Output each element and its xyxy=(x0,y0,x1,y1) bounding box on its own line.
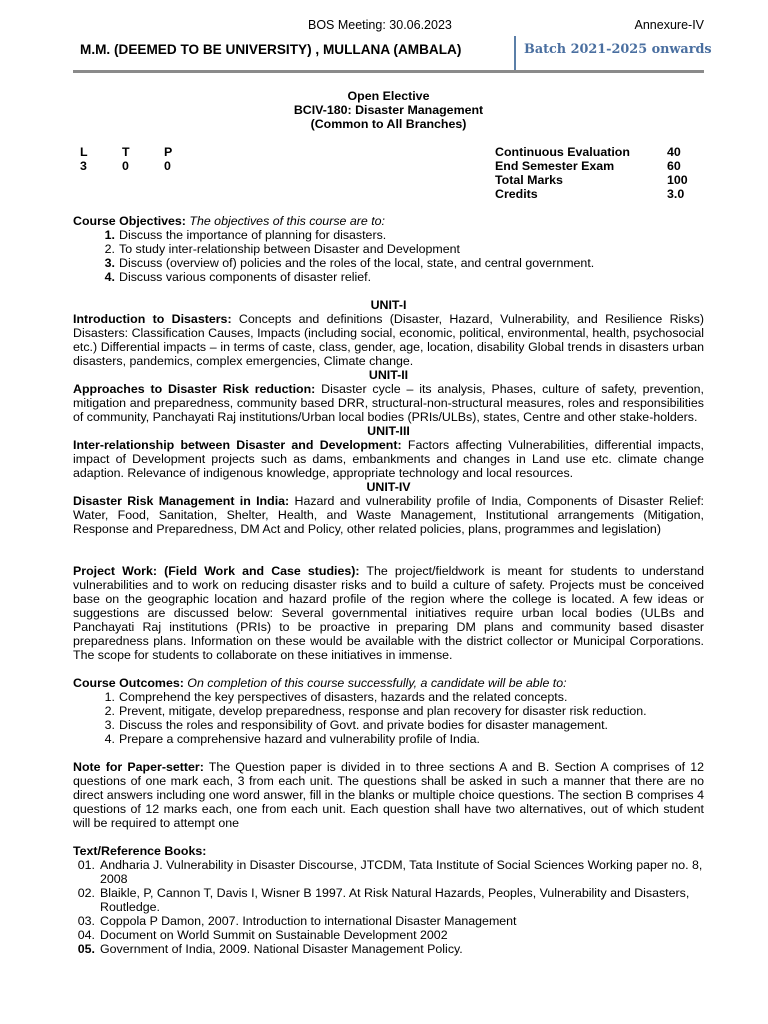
evaluation-row xyxy=(495,159,715,173)
course-outcomes xyxy=(73,676,704,746)
list-number: 4. xyxy=(104,270,115,284)
list-item xyxy=(73,704,704,718)
reference-books xyxy=(73,844,704,956)
unit-heading: Disaster Risk Management in India: xyxy=(73,494,290,508)
ltp-value-l: 3 xyxy=(80,159,87,173)
list-text: Discuss (overview of) policies and the roles of the local, state, and central government. xyxy=(119,256,595,270)
list-number: 01. xyxy=(77,858,95,872)
evaluation-row xyxy=(495,145,715,159)
evaluation-table xyxy=(495,145,715,201)
unit-content xyxy=(73,382,704,424)
list-number: 05. xyxy=(77,942,95,956)
project-heading: Project Work: (Field Work and Case studies): xyxy=(73,564,360,578)
note-text: The Question paper is divided in to three sections A and B. Section A comprises of 12 questions of one mark each, 3 from each unit. The questions shall be asked in such a manner that there are no direct answers including one word answer, fill in the blanks or multiple choice questions. The section B comprises 4 questions of 12 marks each, one from each unit. Each question shall have two alternatives, out of which student will be required to attempt one xyxy=(73,760,704,830)
unit-content xyxy=(73,438,704,480)
outcomes-list xyxy=(73,690,704,746)
ltp-header-p: P xyxy=(164,145,173,159)
list-text: To study inter-relationship between Disaster and Development xyxy=(119,242,460,256)
unit-heading: Approaches to Disaster Risk reduction: xyxy=(73,382,316,396)
unit-heading: Inter-relationship between Disaster and Development: xyxy=(73,438,402,452)
evaluation-row xyxy=(495,187,715,201)
list-text: Andharia J. Vulnerability in Disaster Discourse, JTCDM, Tata Institute of Social Sciences Working paper no. 8, 2008 xyxy=(100,858,703,886)
list-number: 2. xyxy=(104,704,115,718)
list-text: Document on World Summit on Sustainable Development 2002 xyxy=(100,928,448,942)
evaluation-label: End Semester Exam xyxy=(495,159,615,173)
list-item xyxy=(73,732,704,746)
evaluation-value: 40 xyxy=(667,145,681,159)
header-rule xyxy=(73,70,704,73)
unit-text: Hazard and vulnerability profile of India, Components of Disaster Relief: Water, Food, Sanitation, Shelter, Health, and Waste Management, Institutional arrangements (Mitigation, Response and Preparedness, DM Act and Policy, other related policies, plans, programmes and legislation) xyxy=(73,494,704,536)
list-text: Comprehend the key perspectives of disasters, hazards and the related concepts. xyxy=(119,690,568,704)
course-type: Open Elective xyxy=(347,89,430,103)
list-number: 1. xyxy=(104,690,115,704)
list-item xyxy=(73,242,704,256)
list-item xyxy=(73,256,704,270)
list-number: 03. xyxy=(77,914,95,928)
header-divider xyxy=(514,36,516,71)
list-number: 02. xyxy=(77,886,95,900)
objectives-intro: The objectives of this course are to: xyxy=(185,214,385,228)
annexure-label: Annexure-IV xyxy=(634,18,704,32)
objectives-heading-line xyxy=(73,214,704,228)
unit-content xyxy=(73,494,704,536)
unit-text: Disaster cycle – its analysis, Phases, culture of safety, prevention, mitigation and preparedness, community based DRR, structural-non-structural measures, roles and responsibilities of community, Panchayati Raj institutions/Urban local bodies (PRIs/ULBs), states, Centre and other stake-holders. xyxy=(73,382,704,424)
list-item xyxy=(73,718,704,732)
ltp-header-t: T xyxy=(122,145,130,159)
ltp-header-l: L xyxy=(80,145,88,159)
books-list xyxy=(73,858,704,956)
course-scope: (Common to All Branches) xyxy=(310,117,467,131)
evaluation-label: Credits xyxy=(495,187,538,201)
course-code-title: BCIV-180: Disaster Management xyxy=(293,103,484,117)
list-item xyxy=(73,914,704,928)
ltp-value-t: 0 xyxy=(122,159,129,173)
list-item xyxy=(73,270,704,284)
evaluation-value: 3.0 xyxy=(667,187,685,201)
ltp-value-p: 0 xyxy=(164,159,171,173)
list-text: Discuss the importance of planning for disasters. xyxy=(119,228,387,242)
list-text: Discuss various components of disaster relief. xyxy=(119,270,372,284)
unit-title: UNIT-III xyxy=(367,424,410,438)
unit-content xyxy=(73,312,704,368)
unit-text: Factors affecting Vulnerabilities, differential impacts, impact of Development projects such as dams, embankments and changes in Land use etc. climate change adaption. Relevance of indigenous knowledge, appropriate technology and local resources. xyxy=(73,438,704,480)
list-item xyxy=(73,942,704,956)
list-text: Government of India, 2009. National Disaster Management Policy. xyxy=(100,942,463,956)
meeting-date: BOS Meeting: 30.06.2023 xyxy=(308,18,452,32)
syllabus-units xyxy=(73,298,704,536)
list-number: 3. xyxy=(104,718,115,732)
unit-heading: Introduction to Disasters: xyxy=(73,312,232,326)
evaluation-row xyxy=(495,173,715,187)
list-number: 2. xyxy=(104,242,115,256)
list-text: Discuss the roles and responsibility of Govt. and private bodies for disaster management. xyxy=(119,718,608,732)
list-number: 3. xyxy=(104,256,115,270)
evaluation-label: Continuous Evaluation xyxy=(495,145,630,159)
list-number: 4. xyxy=(104,732,115,746)
list-item xyxy=(73,886,704,914)
list-text: Prepare a comprehensive hazard and vulnerability profile of India. xyxy=(119,732,480,746)
project-text: The project/fieldwork is meant for students to understand vulnerabilities and to work on reducing disaster risks and to build a culture of safety. Projects must be conceived base on the geographic location and hazard profile of the region where the college is located. A few ideas or suggestions are discussed below: Several governmental initiatives require urban local bodies (ULBs and Panchayati Raj institutions (PRIs) to be proactive in preparing DM plans and community based disaster preparedness plans. Information on these would be available with the district collector or Municipal Corporations. The scope for students to collaborate on these initiatives in immense. xyxy=(73,564,704,662)
list-text: Blaikle, P, Cannon T, Davis I, Wisner B 1997. At Risk Natural Hazards, Peoples, Vulnerability and Disasters, Routledge. xyxy=(100,886,690,914)
paper-setter-note xyxy=(73,760,704,830)
objectives-list xyxy=(73,228,704,284)
course-title-block xyxy=(73,89,704,131)
list-text: Prevent, mitigate, develop preparedness, response and plan recovery for disaster risk reduction. xyxy=(119,704,647,718)
outcomes-intro: On completion of this course successfully, a candidate will be able to: xyxy=(183,676,567,690)
unit-text: Concepts and definitions (Disaster, Hazard, Vulnerability, and Resilience Risks) Disasters: Classification Causes, Impacts (including social, economic, political, environmental, health, psychosocial etc.) Differential impacts – in terms of caste, class, gender, age, location, disability Global trends in disasters urban disasters, pandemics, complex emergencies, Climate change. xyxy=(73,312,704,368)
list-text: Coppola P Damon, 2007. Introduction to international Disaster Management xyxy=(100,914,517,928)
list-item xyxy=(73,690,704,704)
list-item xyxy=(73,928,704,942)
unit-title: UNIT-I xyxy=(370,298,407,312)
outcomes-heading-line xyxy=(73,676,704,690)
evaluation-label: Total Marks xyxy=(495,173,563,187)
batch-label: Batch 2021-2025 onwards xyxy=(524,42,712,57)
objectives-heading: Course Objectives: xyxy=(73,214,186,228)
evaluation-value: 60 xyxy=(667,159,681,173)
books-heading: Text/Reference Books: xyxy=(73,844,207,858)
outcomes-heading: Course Outcomes: xyxy=(73,676,184,690)
unit-title: UNIT-IV xyxy=(366,480,411,494)
course-objectives xyxy=(73,214,704,284)
list-item xyxy=(73,228,704,242)
note-heading: Note for Paper-setter: xyxy=(73,760,204,774)
list-number: 1. xyxy=(104,228,115,242)
list-item xyxy=(73,858,704,886)
evaluation-value: 100 xyxy=(667,173,688,187)
university-name: M.M. (DEEMED TO BE UNIVERSITY) , MULLANA (AMBALA) xyxy=(80,42,462,57)
list-number: 04. xyxy=(77,928,95,942)
unit-title: UNIT-II xyxy=(368,368,409,382)
project-work xyxy=(73,564,704,662)
